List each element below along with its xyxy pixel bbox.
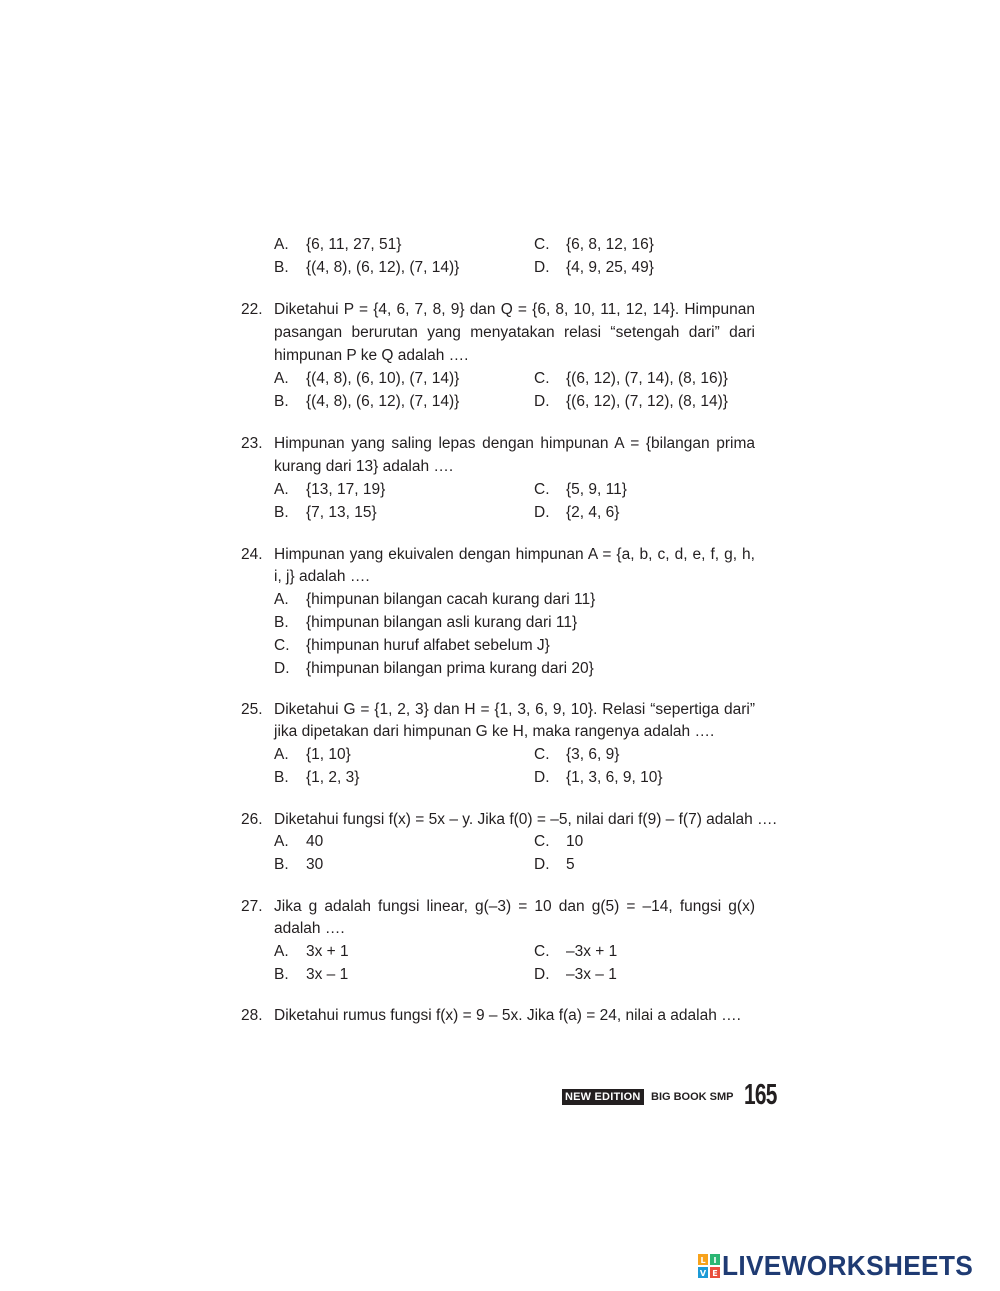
question-number: 27. [241, 898, 263, 915]
question-text-line: pasangan berurutan yang menyatakan relasi “setengah dari” dari [274, 324, 755, 341]
option-text: {13, 17, 19} [306, 481, 386, 498]
option-text: 5 [566, 856, 575, 873]
option-letter: B. [274, 393, 289, 410]
option-text: 30 [306, 856, 324, 873]
option-letter: B. [274, 856, 289, 873]
question-text-line: Himpunan yang saling lepas dengan himpunan A = {bilangan prima [274, 435, 755, 452]
option-text: {himpunan bilangan prima kurang dari 20} [306, 660, 594, 677]
option-text: {(4, 8), (6, 12), (7, 14)} [306, 393, 460, 410]
edition-badge: NEW EDITION [562, 1089, 644, 1105]
option-letter: A. [274, 833, 289, 850]
option-text: {himpunan bilangan cacah kurang dari 11} [306, 591, 596, 608]
question-text-line: kurang dari 13} adalah …. [274, 458, 454, 475]
option-text: {5, 9, 11} [566, 481, 627, 498]
question-text-line: jika dipetakan dari himpunan G ke H, maka rangenya adalah …. [274, 723, 715, 740]
liveworksheets-logo-icon [698, 1254, 720, 1278]
question-text-line: Diketahui fungsi f(x) = 5x – y. Jika f(0) = –5, nilai dari f(9) – f(7) adalah …. [274, 811, 777, 828]
option-text: {3, 6, 9} [566, 746, 620, 763]
option-text: {6, 11, 27, 51} [306, 236, 402, 253]
svg-text:I: I [713, 1256, 717, 1265]
question-text-line: i, j} adalah …. [274, 568, 370, 585]
option-letter: B. [274, 769, 289, 786]
option-letter: D. [534, 966, 550, 983]
option-text: {(4, 8), (6, 10), (7, 14)} [306, 370, 460, 387]
question-text-line: adalah …. [274, 920, 345, 937]
option-letter: B. [274, 504, 289, 521]
option-letter: C. [274, 637, 290, 654]
option-letter: D. [534, 259, 550, 276]
option-text: {1, 3, 6, 9, 10} [566, 769, 663, 786]
option-letter: C. [534, 236, 550, 253]
question-number: 25. [241, 701, 263, 718]
question-text-line: Diketahui rumus fungsi f(x) = 9 – 5x. Jika f(a) = 24, nilai a adalah …. [274, 1007, 741, 1024]
option-letter: A. [274, 591, 289, 608]
question-text-line: Himpunan yang ekuivalen dengan himpunan A = {a, b, c, d, e, f, g, h, [274, 546, 755, 563]
svg-text:L: L [700, 1256, 706, 1265]
option-letter: B. [274, 259, 289, 276]
question-text-line: Jika g adalah fungsi linear, g(–3) = 10 dan g(5) = –14, fungsi g(x) [274, 898, 755, 915]
svg-text:V: V [699, 1269, 707, 1278]
question-number: 24. [241, 546, 263, 563]
option-letter: A. [274, 746, 289, 763]
option-text: {(6, 12), (7, 14), (8, 16)} [566, 370, 728, 387]
question-number: 26. [241, 811, 263, 828]
option-letter: C. [534, 370, 550, 387]
question-text-line: Diketahui P = {4, 6, 7, 8, 9} dan Q = {6, 8, 10, 11, 12, 14}. Himpunan [274, 301, 755, 318]
option-letter: D. [534, 504, 550, 521]
question-text-line: himpunan P ke Q adalah …. [274, 347, 469, 364]
option-letter: D. [274, 660, 290, 677]
option-letter: A. [274, 236, 289, 253]
option-letter: C. [534, 481, 550, 498]
question-text-line: Diketahui G = {1, 2, 3} dan H = {1, 3, 6, 9, 10}. Relasi “sepertiga dari” [274, 701, 755, 718]
option-text: {4, 9, 25, 49} [566, 259, 654, 276]
option-text: {himpunan huruf alfabet sebelum J} [306, 637, 550, 654]
option-text: 3x – 1 [306, 966, 349, 983]
option-letter: A. [274, 943, 289, 960]
question-number: 23. [241, 435, 263, 452]
option-text: 40 [306, 833, 324, 850]
page-number: 165 [744, 1079, 777, 1111]
option-text: {(4, 8), (6, 12), (7, 14)} [306, 259, 460, 276]
option-letter: A. [274, 370, 289, 387]
option-text: {1, 2, 3} [306, 769, 360, 786]
option-letter: B. [274, 614, 289, 631]
option-text: {6, 8, 12, 16} [566, 236, 654, 253]
question-number: 28. [241, 1007, 263, 1024]
option-letter: C. [534, 833, 550, 850]
option-text: {1, 10} [306, 746, 351, 763]
option-letter: D. [534, 769, 550, 786]
option-letter: C. [534, 746, 550, 763]
option-text: –3x – 1 [566, 966, 617, 983]
option-text: 3x + 1 [306, 943, 349, 960]
svg-text:E: E [712, 1269, 718, 1278]
book-title: BIG BOOK SMP [651, 1091, 734, 1103]
question-number: 22. [241, 301, 263, 318]
liveworksheets-wordmark: LIVEWORKSHEETS [722, 1250, 974, 1281]
option-text: {(6, 12), (7, 12), (8, 14)} [566, 393, 728, 410]
option-text: {himpunan bilangan asli kurang dari 11} [306, 614, 578, 631]
option-letter: A. [274, 481, 289, 498]
option-letter: D. [534, 856, 550, 873]
option-text: {7, 13, 15} [306, 504, 377, 521]
option-letter: C. [534, 943, 550, 960]
option-letter: B. [274, 966, 289, 983]
option-letter: D. [534, 393, 550, 410]
option-text: {2, 4, 6} [566, 504, 620, 521]
option-text: 10 [566, 833, 584, 850]
option-text: –3x + 1 [566, 943, 618, 960]
